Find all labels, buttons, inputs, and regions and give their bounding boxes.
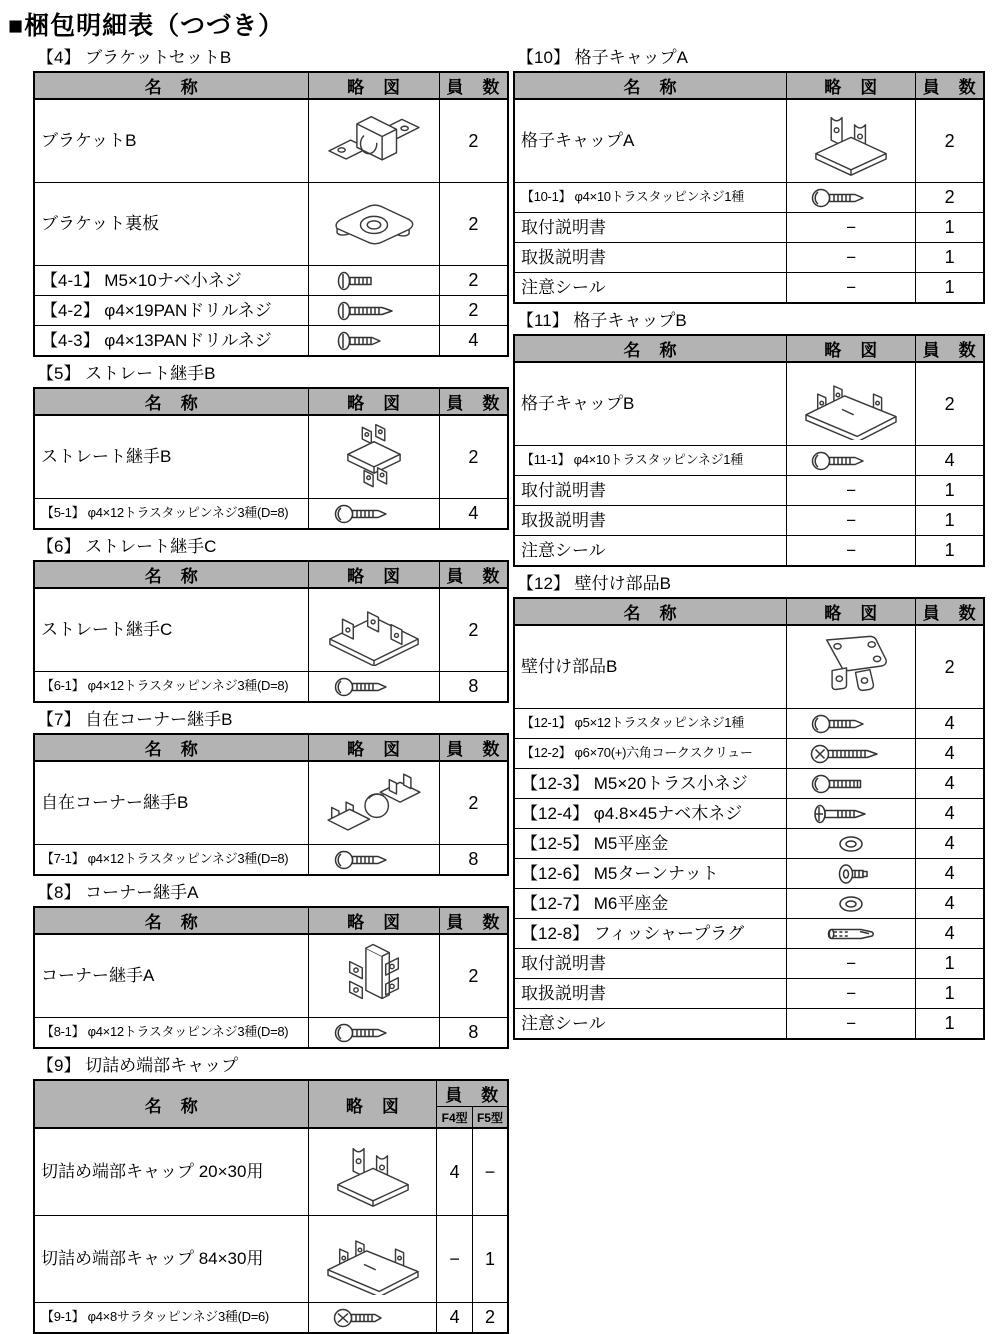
dash-icon: − [846, 277, 857, 297]
part-name-cell: 【8-1】 φ4×12トラスタッピンネジ3種(D=8) [34, 1018, 309, 1049]
col-header-name: 名 称 [34, 907, 309, 934]
part-name-cell: コーナー継手A [34, 934, 309, 1018]
sketch-cell [309, 1128, 437, 1216]
header-row [34, 734, 508, 761]
sketch-cell [787, 889, 916, 919]
table-body [34, 1128, 508, 1333]
table-header [34, 1080, 508, 1128]
sketch-cell [309, 588, 439, 672]
quantity-cell: 1 [916, 536, 984, 567]
quantity-cell: 2 [439, 934, 508, 1018]
screw-pan-machine-icon [332, 268, 416, 294]
quantity-cell: − [472, 1128, 508, 1216]
quantity-cell: 1 [916, 506, 984, 536]
col-header-sketch: 略 図 [787, 598, 916, 625]
col-header-qty: 員 数 [916, 598, 984, 625]
part-name-cell: 【10-1】 φ4×10トラスタッピンネジ1種 [514, 183, 787, 213]
col-header-qty: 員 数 [439, 388, 508, 415]
part-name-cell: 【9-1】 φ4×8サラタッピンネジ3種(D=6) [34, 1303, 309, 1334]
section-title: 【7】 自在コーナー継手B [37, 710, 233, 729]
quantity-cell: 2 [472, 1303, 508, 1334]
table-row [514, 243, 984, 273]
sketch-cell [787, 829, 916, 859]
part-name-cell: 【12-1】 φ5×12トラスタッピンネジ1種 [514, 709, 787, 739]
sketch-cell [787, 625, 916, 709]
table-body [34, 99, 508, 356]
header-row [34, 1080, 508, 1107]
quantity-cell: 2 [439, 761, 508, 845]
section-title: 【8】 コーナー継手A [37, 883, 199, 902]
part-name-cell: 注意シール [514, 1009, 787, 1040]
quantity-cell: 1 [916, 243, 984, 273]
col-header-qty: 員 数 [439, 734, 508, 761]
quantity-cell: 2 [439, 296, 508, 326]
table-row [34, 588, 508, 672]
dash-icon: − [846, 1013, 857, 1033]
quantity-cell: 2 [439, 588, 508, 672]
table-row [514, 739, 984, 769]
sketch-cell [787, 476, 916, 506]
sketch-cell [787, 99, 916, 183]
col-header-qty: 員 数 [916, 335, 984, 362]
section-title: 【5】 ストレート継手B [37, 364, 216, 383]
table-header [34, 72, 508, 99]
part-name-cell: 取扱説明書 [514, 979, 787, 1009]
table-row [34, 1128, 508, 1216]
col-header-sketch: 略 図 [309, 1080, 437, 1128]
part-name-cell: 【12-5】 M5平座金 [514, 829, 787, 859]
screw-truss-icon [332, 674, 416, 700]
section-10 [513, 48, 985, 304]
dash-icon: − [846, 983, 857, 1003]
table-header [514, 598, 984, 625]
part-name-cell: 【12-6】 M5ターンナット [514, 859, 787, 889]
screw-hex-coach-icon [809, 741, 893, 767]
table-row [514, 99, 984, 183]
quantity-cell: 2 [916, 625, 984, 709]
col-header-sketch: 略 図 [309, 734, 439, 761]
col-header-sketch: 略 図 [787, 335, 916, 362]
turn-nut-icon [809, 861, 893, 887]
dash-icon: − [846, 480, 857, 500]
parts-table [33, 560, 509, 703]
sketch-cell [787, 979, 916, 1009]
dash-icon: − [846, 217, 857, 237]
part-name-cell: ストレート継手C [34, 588, 309, 672]
header-row [514, 72, 984, 99]
part-name-cell: 【12-2】 φ6×70(+)六角コークスクリュー [514, 739, 787, 769]
section-4 [33, 48, 509, 357]
table-body [514, 625, 984, 1039]
col-header-sketch: 略 図 [309, 907, 439, 934]
table-row [34, 183, 508, 266]
quantity-cell: 4 [916, 889, 984, 919]
part-wall-bracket-icon [801, 631, 901, 703]
parts-table [33, 1079, 509, 1334]
col-header-name: 名 称 [514, 72, 787, 99]
sketch-cell [309, 415, 439, 499]
plug-icon [809, 921, 893, 947]
sketch-cell [309, 1018, 439, 1049]
table-row [514, 799, 984, 829]
quantity-cell: 2 [439, 183, 508, 266]
sketch-cell [787, 273, 916, 304]
header-row [514, 598, 984, 625]
part-name-cell: 切詰め端部キャップ 84×30用 [34, 1216, 309, 1303]
screw-truss-icon [332, 847, 416, 873]
table-header [514, 335, 984, 362]
section-7 [33, 710, 509, 876]
quantity-cell: 2 [916, 183, 984, 213]
part-joint-straight-b-icon [324, 421, 424, 493]
section-title: 【11】 格子キャップB [517, 311, 687, 330]
part-name-cell: 【5-1】 φ4×12トラスタッピンネジ3種(D=8) [34, 499, 309, 530]
table-row [514, 213, 984, 243]
quantity-cell: 4 [916, 739, 984, 769]
sketch-cell [309, 296, 439, 326]
part-name-cell: ブラケット裏板 [34, 183, 309, 266]
quantity-cell: 2 [916, 99, 984, 183]
sketch-cell [309, 99, 439, 183]
sketch-cell [787, 709, 916, 739]
sketch-cell [787, 446, 916, 476]
part-name-cell: 【7-1】 φ4×12トラスタッピンネジ3種(D=8) [34, 845, 309, 876]
col-header-qty: 員 数 [916, 72, 984, 99]
quantity-cell: 1 [916, 1009, 984, 1040]
table-row [34, 672, 508, 703]
quantity-cell: 1 [472, 1216, 508, 1303]
left-column [33, 48, 509, 1334]
section-title: 【10】 格子キャップA [517, 48, 688, 67]
sketch-cell [309, 183, 439, 266]
quantity-cell: 4 [916, 769, 984, 799]
table-body [34, 588, 508, 702]
quantity-cell: 4 [439, 326, 508, 357]
quantity-cell: 4 [916, 829, 984, 859]
section-8 [33, 883, 509, 1049]
dash-icon: − [846, 540, 857, 560]
table-row [34, 761, 508, 845]
section-title: 【6】 ストレート継手C [37, 537, 217, 556]
quantity-cell: 2 [916, 362, 984, 446]
table-row [34, 1018, 508, 1049]
part-name-cell: 【4-2】 φ4×19PANドリルネジ [34, 296, 309, 326]
part-name-cell: 【12-7】 M6平座金 [514, 889, 787, 919]
section-5 [33, 364, 509, 530]
part-name-cell: 注意シール [514, 536, 787, 567]
col-header-name: 名 称 [34, 1080, 309, 1128]
screw-truss-machine-icon [809, 771, 893, 797]
table-body [514, 362, 984, 566]
table-row [514, 446, 984, 476]
table-row [514, 709, 984, 739]
table-row [514, 979, 984, 1009]
table-row [514, 859, 984, 889]
dash-icon: − [846, 510, 857, 530]
quantity-cell: 1 [916, 273, 984, 304]
table-body [34, 415, 508, 529]
table-row [514, 769, 984, 799]
part-name-cell: 【11-1】 φ4×10トラスタッピンネジ1種 [514, 446, 787, 476]
quantity-cell: 1 [916, 213, 984, 243]
table-row [514, 949, 984, 979]
col-header-F5型: F5型 [472, 1107, 508, 1129]
col-header-sketch: 略 図 [309, 72, 439, 99]
quantity-cell: 2 [439, 99, 508, 183]
table-header [34, 907, 508, 934]
sketch-cell [309, 266, 439, 296]
col-header-qty: 員 数 [439, 561, 508, 588]
sketch-cell [787, 919, 916, 949]
sketch-cell [309, 499, 439, 530]
sketch-cell [787, 739, 916, 769]
quantity-cell: 4 [437, 1128, 473, 1216]
washer-icon [809, 891, 893, 917]
sketch-cell [309, 934, 439, 1018]
part-name-cell: 【12-8】 フィッシャープラグ [514, 919, 787, 949]
table-row [34, 499, 508, 530]
screw-truss-icon [809, 185, 893, 211]
quantity-cell: 8 [439, 845, 508, 876]
quantity-cell: 1 [916, 949, 984, 979]
sketch-cell [787, 243, 916, 273]
table-row [514, 183, 984, 213]
quantity-cell: 2 [439, 266, 508, 296]
part-name-cell: 取扱説明書 [514, 243, 787, 273]
col-header-sketch: 略 図 [309, 561, 439, 588]
table-header [34, 388, 508, 415]
part-joint-corner-flex-icon [324, 767, 424, 839]
part-cap-small-icon [801, 105, 901, 177]
parts-table [33, 71, 509, 357]
parts-table [513, 334, 985, 567]
screw-pan-drill-long-icon [332, 298, 416, 324]
quantity-cell: 1 [916, 979, 984, 1009]
part-name-cell: 【4-1】 M5×10ナベ小ネジ [34, 266, 309, 296]
table-body [34, 934, 508, 1048]
section-title: 【9】 切詰め端部キャップ [37, 1056, 239, 1075]
sketch-cell [309, 1303, 437, 1334]
table-row [514, 536, 984, 567]
right-column [513, 48, 985, 1040]
section-9 [33, 1056, 509, 1334]
part-name-cell: 取付説明書 [514, 476, 787, 506]
col-header-name: 名 称 [34, 734, 309, 761]
part-name-cell: 自在コーナー継手B [34, 761, 309, 845]
part-name-cell: 取付説明書 [514, 949, 787, 979]
part-name-cell: 【4-3】 φ4×13PANドリルネジ [34, 326, 309, 357]
header-row [34, 72, 508, 99]
table-row [514, 625, 984, 709]
table-header [514, 72, 984, 99]
col-header-name: 名 称 [514, 598, 787, 625]
table-row [34, 266, 508, 296]
table-row [34, 1303, 508, 1334]
screw-truss-icon [332, 501, 416, 527]
col-header-qty: 員 数 [439, 907, 508, 934]
part-bracket-b-icon [324, 105, 424, 177]
section-title: 【4】 ブラケットセットB [37, 48, 232, 67]
quantity-cell: 4 [916, 709, 984, 739]
sketch-cell [309, 845, 439, 876]
col-header-name: 名 称 [514, 335, 787, 362]
part-bracket-plate-icon [324, 188, 424, 260]
header-row [514, 335, 984, 362]
table-row [514, 476, 984, 506]
table-row [514, 889, 984, 919]
quantity-cell: 8 [439, 1018, 508, 1049]
part-name-cell: 取扱説明書 [514, 506, 787, 536]
parts-table [33, 387, 509, 530]
sketch-cell [309, 326, 439, 357]
header-row [34, 907, 508, 934]
screw-sara-icon [331, 1305, 415, 1331]
part-name-cell: 格子キャップB [514, 362, 787, 446]
part-name-cell: 【12-4】 φ4.8×45ナベ木ネジ [514, 799, 787, 829]
quantity-cell: 4 [916, 446, 984, 476]
parts-table [33, 733, 509, 876]
table-row [514, 362, 984, 446]
table-header [34, 734, 508, 761]
table-row [514, 506, 984, 536]
table-row [34, 415, 508, 499]
screw-wood-icon [809, 801, 893, 827]
sketch-cell [309, 761, 439, 845]
part-name-cell: 注意シール [514, 273, 787, 304]
part-name-cell: 格子キャップA [514, 99, 787, 183]
page-title: ■梱包明細表（つづき） [8, 12, 285, 40]
header-row [34, 561, 508, 588]
col-header-qty: 員 数 [437, 1080, 508, 1107]
col-header-sketch: 略 図 [787, 72, 916, 99]
quantity-cell: 4 [439, 499, 508, 530]
col-header-name: 名 称 [34, 388, 309, 415]
table-row [34, 1216, 508, 1303]
col-header-name: 名 称 [34, 72, 309, 99]
table-row [514, 829, 984, 859]
table-body [514, 99, 984, 303]
table-row [34, 296, 508, 326]
parts-table [33, 906, 509, 1049]
part-name-cell: 壁付け部品B [514, 625, 787, 709]
quantity-cell: 1 [916, 476, 984, 506]
sketch-cell [787, 1009, 916, 1040]
sketch-cell [787, 769, 916, 799]
sketch-cell [787, 362, 916, 446]
table-row [34, 934, 508, 1018]
section-11 [513, 311, 985, 567]
part-name-cell: 【12-3】 M5×20トラス小ネジ [514, 769, 787, 799]
col-header-sketch: 略 図 [309, 388, 439, 415]
table-row [514, 273, 984, 304]
screw-truss-icon [332, 1020, 416, 1046]
sketch-cell [787, 506, 916, 536]
screw-truss-icon [809, 711, 893, 737]
sketch-cell [787, 859, 916, 889]
section-12 [513, 574, 985, 1040]
sketch-cell [787, 799, 916, 829]
sketch-cell [787, 536, 916, 567]
part-name-cell: 切詰め端部キャップ 20×30用 [34, 1128, 309, 1216]
section-title: 【12】 壁付け部品B [517, 574, 671, 593]
dash-icon: − [846, 953, 857, 973]
quantity-cell: 2 [439, 415, 508, 499]
washer-icon [809, 831, 893, 857]
sketch-cell [787, 183, 916, 213]
part-joint-straight-c-icon [324, 594, 424, 666]
header-row [34, 388, 508, 415]
sketch-cell [309, 1216, 437, 1303]
screw-pan-drill-icon [332, 328, 416, 354]
sketch-cell [787, 213, 916, 243]
part-cap-small-icon [323, 1136, 423, 1208]
col-header-name: 名 称 [34, 561, 309, 588]
section-6 [33, 537, 509, 703]
sketch-cell [787, 949, 916, 979]
part-name-cell: ブラケットB [34, 99, 309, 183]
parts-table [513, 71, 985, 304]
table-header [34, 561, 508, 588]
col-header-F4型: F4型 [437, 1107, 473, 1129]
quantity-cell: − [437, 1216, 473, 1303]
part-cap-long-icon [323, 1223, 423, 1295]
part-cap-long-icon [801, 368, 901, 440]
screw-truss-icon [809, 448, 893, 474]
table-row [34, 99, 508, 183]
part-joint-corner-a-icon [324, 940, 424, 1012]
quantity-cell: 8 [439, 672, 508, 703]
sketch-cell [309, 672, 439, 703]
col-header-qty: 員 数 [439, 72, 508, 99]
part-name-cell: 【6-1】 φ4×12トラスタッピンネジ3種(D=8) [34, 672, 309, 703]
table-row [34, 326, 508, 357]
table-row [514, 919, 984, 949]
quantity-cell: 4 [916, 859, 984, 889]
dash-icon: − [846, 247, 857, 267]
quantity-cell: 4 [916, 799, 984, 829]
quantity-cell: 4 [437, 1303, 473, 1334]
part-name-cell: 取付説明書 [514, 213, 787, 243]
quantity-cell: 4 [916, 919, 984, 949]
table-body [34, 761, 508, 875]
table-row [514, 1009, 984, 1040]
parts-table [513, 597, 985, 1040]
table-row [34, 845, 508, 876]
part-name-cell: ストレート継手B [34, 415, 309, 499]
